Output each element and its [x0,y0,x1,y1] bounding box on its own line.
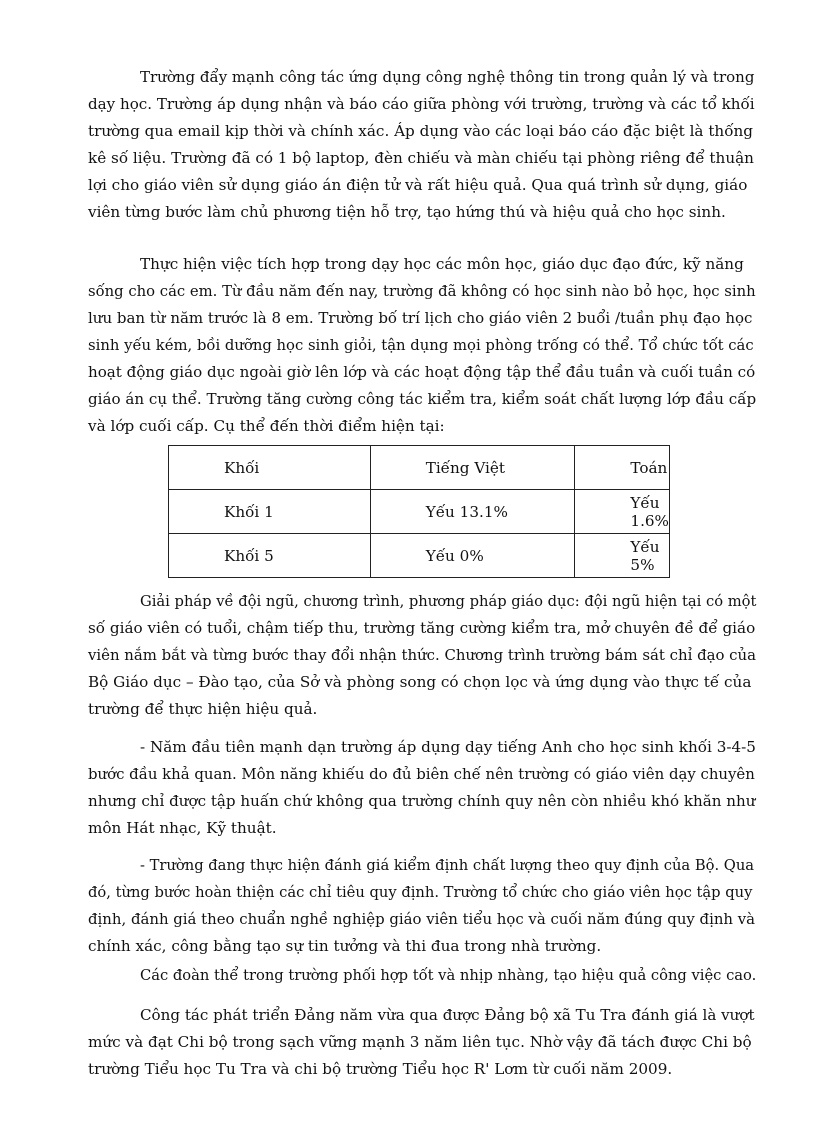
text-line: hoạt động giáo dục ngoài giờ lên lớp và các hoạt động tập thể đầu tuần và cuối tuần có [88,363,756,381]
header-cell-vietnamese: Tiếng Việt [370,446,575,490]
paragraph-english-teaching [88,734,756,842]
text-line: đó, từng bước hoàn thiện các chỉ tiêu quy định. Trường tổ chức cho giáo viên học tập quy [88,884,753,901]
text-line: mức và đạt Chi bộ trong sạch vững mạnh 3 năm liên tục. Nhờ vậy đã tách được Chi bộ [88,1033,752,1051]
text-line: viên nắm bắt và từng bước thay đổi nhận thức. Chương trình trường bám sát chỉ đạo của [88,646,756,664]
text-line: trường Tiểu học Tu Tra và chi bộ trường Tiểu học R' Lơm từ cuối năm 2009. [88,1060,673,1078]
text-line: số giáo viên có tuổi, chậm tiếp thu, trường tăng cường kiểm tra, mở chuyên đề để giáo [88,619,756,637]
table-cell: Yếu 1.6% [575,490,670,534]
paragraph-it-application [88,64,756,226]
text-line: lợi cho giáo viên sử dụng giáo án điện tử và rất hiệu quả. Qua quá trình sử dụng, giáo [88,176,748,194]
text-line: chính xác, công bằng tạo sự tin tưởng và thi đua trong nhà trường. [88,937,602,955]
text-line: Thực hiện việc tích hợp trong dạy học các môn học, giáo dục đạo đức, kỹ năng [140,255,744,273]
text-line: lưu ban từ năm trước là 8 em. Trường bố trí lịch cho giáo viên 2 buổi /tuần phụ đạo học [88,309,753,327]
text-line: môn Hát nhạc, Kỹ thuật. [88,819,277,837]
paragraph-unions [88,962,756,989]
table-cell: Khối 1 [169,490,371,534]
text-line: Các đoàn thể trong trường phối hợp tốt và nhịp nhàng, tạo hiệu quả công việc cao. [140,967,757,984]
paragraph-staff-solutions [88,588,756,723]
text-line: định, đánh giá theo chuẩn nghề nghiệp giáo viên tiểu học và cuối năm đúng quy định và [88,910,756,928]
table-row [169,490,670,534]
text-line: trường để thực hiện hiệu quả. [88,700,318,718]
header-cell-math: Toán [575,446,670,490]
paragraph-integrated-teaching [88,251,756,440]
text-line: viên từng bước làm chủ phương tiện hỗ trợ, tạo hứng thú và hiệu quả cho học sinh. [88,203,726,221]
table-cell: Yếu 5% [575,534,670,578]
table-row [169,534,670,578]
text-line: - Trường đang thực hiện đánh giá kiểm định chất lượng theo quy định của Bộ. Qua [140,857,755,874]
text-line: Công tác phát triển Đảng năm vừa qua được Đảng bộ xã Tu Tra đánh giá là vượt [140,1006,755,1024]
table-cell: Yếu 13.1% [370,490,575,534]
header-cell-grade: Khối [169,446,371,490]
text-line: sống cho các em. Từ đầu năm đến nay, trường đã không có học sinh nào bỏ học, học sinh [88,283,756,300]
text-line: - Năm đầu tiên mạnh dạn trường áp dụng dạy tiếng Anh cho học sinh khối 3-4-5 [140,738,756,756]
table-cell: Khối 5 [169,534,371,578]
text-line: dạy học. Trường áp dụng nhận và báo cáo giữa phòng với trường, trường và các tổ khối [88,95,755,113]
text-line: Bộ Giáo dục – Đào tạo, của Sở và phòng song có chọn lọc và ứng dụng vào thực tế của [88,673,752,691]
weak-students-table [168,445,670,578]
text-line: bước đầu khả quan. Môn năng khiếu do đủ biên chế nên trường có giáo viên dạy chuyên [88,765,755,783]
table-header-row [169,446,670,490]
paragraph-party-development [88,1002,756,1083]
text-line: và lớp cuối cấp. Cụ thể đến thời điểm hiện tại: [88,417,445,435]
text-line: sinh yếu kém, bồi dưỡng học sinh giỏi, tận dụng mọi phòng trống có thể. Tổ chức tốt các [88,337,754,354]
text-line: giáo án cụ thể. Trường tăng cường công tác kiểm tra, kiểm soát chất lượng lớp đầu cấp [88,390,757,408]
text-line: trường qua email kịp thời và chính xác. Áp dụng vào các loại báo cáo đặc biệt là thống [88,122,753,140]
text-line: nhưng chỉ được tập huấn chứ không qua trường chính quy nên còn nhiều khó khăn như [88,792,756,810]
text-line: Trường đẩy mạnh công tác ứng dụng công nghệ thông tin trong quản lý và trong [140,68,755,86]
text-line: kê số liệu. Trường đã có 1 bộ laptop, đèn chiếu và màn chiếu tại phòng riêng để thuận [88,149,754,167]
paragraph-quality-assessment [88,852,756,960]
table-cell: Yếu 0% [370,534,575,578]
text-line: Giải pháp về đội ngũ, chương trình, phương pháp giáo dục: đội ngũ hiện tại có một [140,593,757,610]
